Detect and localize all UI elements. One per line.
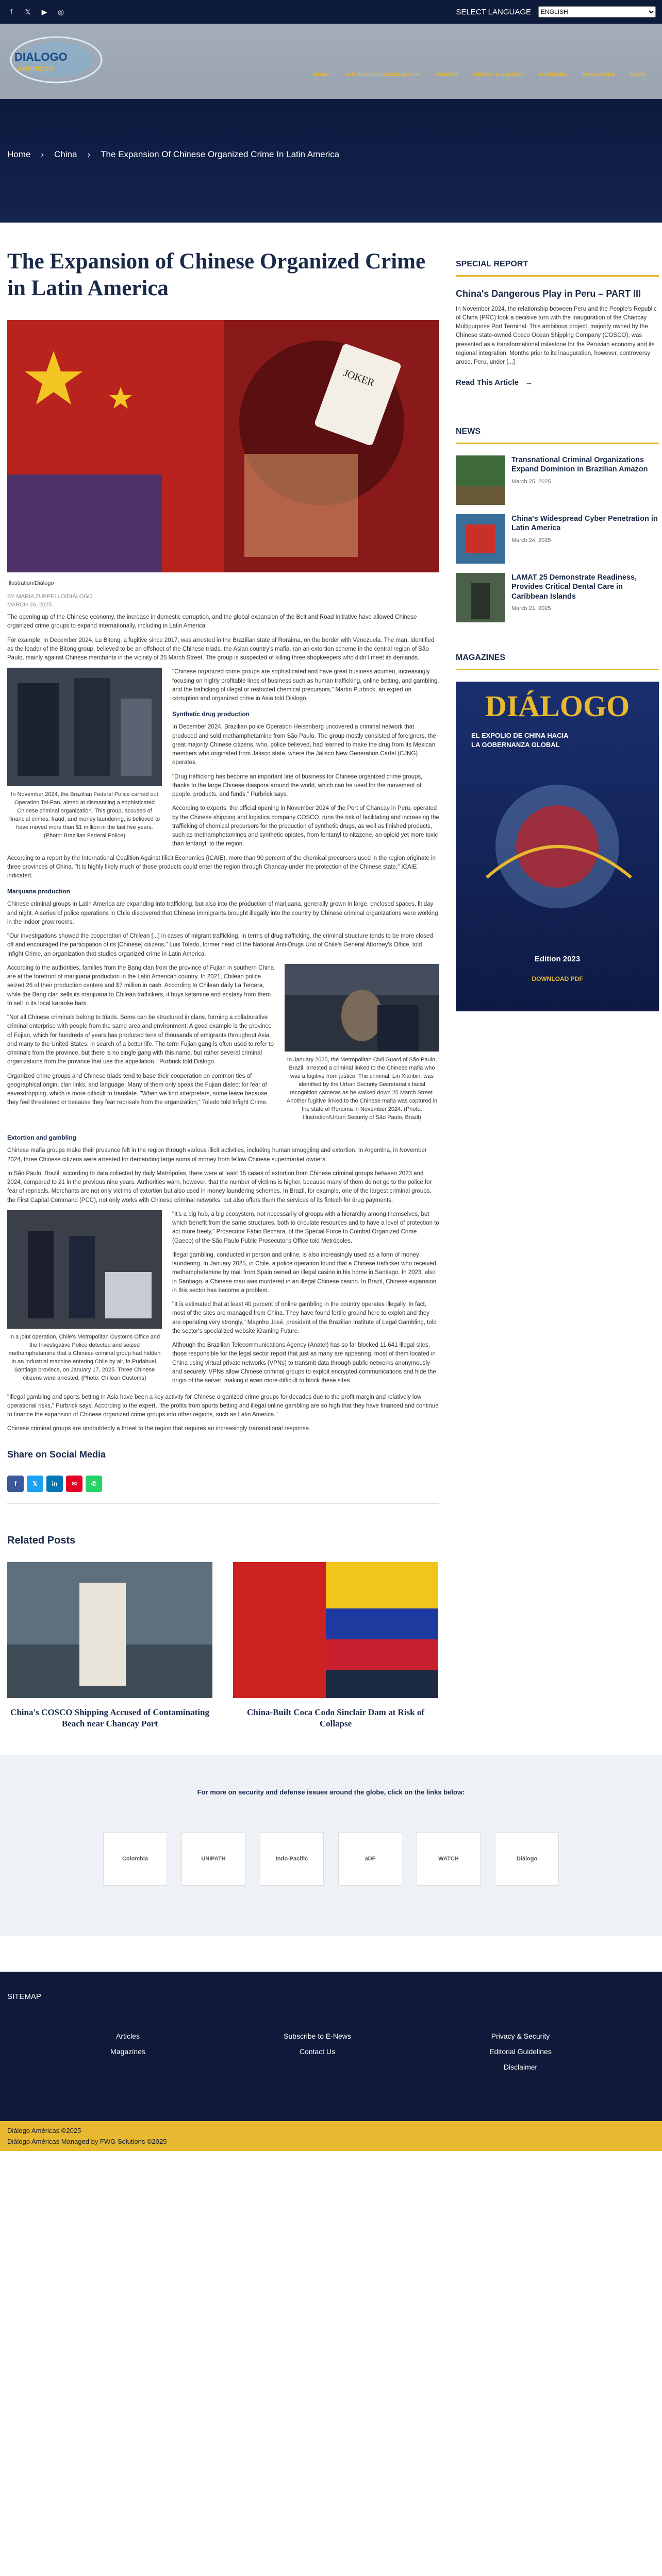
news-date: March 25, 2025 xyxy=(511,478,551,485)
social-links xyxy=(6,8,66,16)
magazine-subtitle: EL EXPOLIO DE CHINA HACIA LA GOBERNANZA GLOBAL xyxy=(471,732,569,749)
related-card[interactable] xyxy=(233,1562,438,1730)
footer-link[interactable]: Disclaimer xyxy=(503,2062,538,2071)
paragraph: According to experts, the official opening in November 2024 of the Port of Chancay in Peru, operated by the Chinese shipping and logistics company COSCO, runs the risk of facilitating and increasing the trafficking of chemical precursors for the production of synthetic drugs, as well as finished products, such as methamphetamines and synthetic opiates, from fentanyl to nitazene, an opioid yet more toxic than fentanyl, to the region. xyxy=(172,805,439,848)
sidebar xyxy=(456,223,659,1730)
figure-arrest xyxy=(285,964,439,1122)
share-facebook-icon[interactable]: f xyxy=(7,1476,24,1492)
breadcrumb-section[interactable]: China xyxy=(54,149,77,159)
special-report-label: SPECIAL REPORT xyxy=(456,260,528,268)
language-selector xyxy=(456,6,656,18)
partner-logo[interactable]: Indo-Pacific xyxy=(260,1832,324,1886)
paragraph: According to the authorities, families from the Bang clan from the province of Fujian in southern China are at the forefront of marijuana production in the Latin American country. In 2021, Chilean police seized 26 of their production centers and $7 million in cash. According to Chilean daily La Tercera, while the Bang clan sells its marijuana to Chilean traffickers, it buys ketamine and ecstasy from them to sell in its local karaoke bars. xyxy=(7,964,274,1007)
related-post-title[interactable]: China's COSCO Shipping Accused of Contaminating Beach near Chancay Port xyxy=(10,1707,209,1728)
logo-text: DIALOGO xyxy=(14,50,68,63)
nav-authoritarianism[interactable]: AUTHORITARIANISM WATCH xyxy=(345,72,421,78)
language-dropdown[interactable] xyxy=(538,6,656,18)
read-article-label: Read This Article xyxy=(456,378,519,387)
related-card[interactable] xyxy=(7,1562,212,1730)
paragraph: "Illegal gambling and sports betting in Asia have been a key activity for Chinese organized crime groups for decades due to the profit margin and relatively low operational risks," Purbrick says. According to the expert, "the profits from sports betting and illegal online gambling are so high that they have financed and continue to finance the expansion of Chinese organized crime groups into other regions, such as Latin America." xyxy=(7,1394,439,1418)
nav-more[interactable]: MORE xyxy=(630,72,647,78)
main-nav xyxy=(314,72,647,78)
footer-link[interactable]: Contact Us xyxy=(299,2047,336,2056)
download-pdf-link[interactable]: DOWNLOAD PDF xyxy=(532,975,583,983)
chevron-right-icon: › xyxy=(87,149,91,159)
paragraph: According to a report by the International Coalition Against Illicit Economies (ICAIE), more than 90 percent of the chemical precursors used in the region originate in three provinces of China. "It is highly likely much of those products could enter the region through Chancay under the protection of the Chinese state," ICAIE indicated. xyxy=(7,855,436,879)
nav-home[interactable]: HOME xyxy=(313,72,330,78)
magazine-title: DIÁLOGO xyxy=(485,689,630,723)
image-caption: Illustration/Diálogo xyxy=(7,580,54,587)
paragraph: Chinese mafia groups make their presence felt in the region through various illicit activities, including human smuggling and extortion. In Argentina, in November 2024, three Chinese citizens were arrested for demanding large sums of money from fellow Chinese supermarket owners. xyxy=(7,1147,427,1163)
related-post-title[interactable]: China-Built Coca Codo Sinclair Dam at Risk of Collapse xyxy=(247,1707,424,1728)
news-label: NEWS xyxy=(456,427,481,436)
nav-forces[interactable]: FORCES xyxy=(436,72,459,78)
copyright-bar xyxy=(0,2121,662,2151)
figure-caption: In a joint operation, Chile's Metropolitan Customs Office and the Investigative Police detected and seized methamphetamine that a Chinese criminal group had hidden in an industrial machine entering Chile by air, in Pudahuel, Santiago province, on January 17, 2025. Three Chinese citizens were arrested. (Photo: Chilean Customs) xyxy=(8,1333,161,1381)
figure-image xyxy=(285,964,439,1052)
share-title: Share on Social Media xyxy=(7,1449,106,1460)
magazine-art xyxy=(466,774,649,929)
news-title[interactable]: LAMAT 25 Demonstrate Readiness, Provides Critical Dental Care in Caribbean Islands xyxy=(511,573,637,601)
facebook-icon[interactable]: f xyxy=(10,7,12,16)
related-posts xyxy=(7,1535,439,1730)
section-heading: Extortion and gambling xyxy=(7,1134,76,1142)
paragraph: Organized crime groups and Chinese triads tend to base their cooperation on common ties of geographical origin, clan links, and language. Many of them only speak the Fujian dialect for fear of eavesdropping, which is more difficult to translate. "When we find interpreters, some leave because they feel threatened or because they fear reprisals from the organization," Toledo told Infight Crime. xyxy=(7,1073,268,1106)
site-header xyxy=(0,24,662,99)
special-report-title[interactable]: China's Dangerous Play in Peru – PART III xyxy=(456,289,641,299)
related-title: Related Posts xyxy=(7,1534,76,1546)
paragraph: Illegal gambling, conducted in person and online, is also increasingly used as a form of money laundering. In January 2025, in Chile, a police operation found that a Chinese trafficker who received methamphetamine by mail from Spain owned an illegal casino in his home in Santiago. In 2023, also in Santiago, a Chinese man was murdered in an illegal Chinese casino. In Brazil, Chinese expansion in this sector has become a problem. xyxy=(172,1251,437,1294)
paragraph: "It is estimated that at least 40 percent of online gambling in the country operates illegally. In fact, most of the sites are managed from China. They have found fertile ground here to exploit and they are operating very strongly," Magnho José, president of the Brazilian Institute of Legal Gambling, told the sector's specialized website iGaming Future. xyxy=(172,1301,437,1334)
paragraph: "Chinese organized crime groups are sophisticated and have great business acumen, increasingly focusing on highly profitable lines of business such as human trafficking, online betting, and gambling, and the trafficking of illegal or restricted chemical precursors," Martin Purbrick, an expert on corruption and organized crime in Asia told Diálogo. xyxy=(172,669,439,702)
partner-logo[interactable]: Colombia xyxy=(103,1832,167,1886)
news-item[interactable] xyxy=(456,573,659,622)
paragraph: Chinese criminal groups are undoubtedly a threat to the region that requires an increasingly transnational response. xyxy=(7,1426,311,1432)
copyright-text: Diálogo Américas ©2025 xyxy=(7,2126,81,2134)
partner-logo[interactable]: UNIPATH xyxy=(181,1832,245,1886)
related-image xyxy=(233,1562,438,1698)
share-whatsapp-icon[interactable]: ✆ xyxy=(86,1476,102,1492)
managed-by-text: Diálogo Américas Managed by FWG Solutions ©2025 xyxy=(7,2137,167,2145)
site-footer xyxy=(0,1972,662,2121)
breadcrumb-current: The Expansion Of Chinese Organized Crime In Latin America xyxy=(101,149,340,159)
site-logo[interactable] xyxy=(7,34,105,86)
footer-link[interactable]: Editorial Guidelines xyxy=(489,2047,552,2056)
news-date: March 24, 2025 xyxy=(511,537,551,544)
figure-customs xyxy=(7,1210,162,1383)
paragraph: "Our investigations showed the cooperation of Chilean [...] in cases of migrant trafficking. In terms of drug trafficking, the criminal structure tends to be more closed off and encouraged the participation of its [Chinese] citizens," Luis Toledo, former head of the National Anti-Drugs Unit of Chile's General Attorney's Office, told Infight Crime, an organization that studies organized crime in Latin America. xyxy=(7,933,433,957)
paragraph: "Not all Chinese criminals belong to triads. Some can be structured in clans, forming a collaborative criminal enterprise with people from the same area and environment. A good example is the province of Fujian, which for hundreds of years has produced tens of thousands of emigrants throughout Asia, and many to the United States, in search of a better life. The term Fujian gang is often used to refer to criminals from the province, but there is no single gang with this name, but rather several criminal organizations from the province that use this appellation," Purbrick told Diálogo. xyxy=(7,1014,274,1065)
breadcrumb-home[interactable]: Home xyxy=(7,149,31,159)
nav-academia[interactable]: ACADEMIA xyxy=(538,72,568,78)
select-language-label: SELECT LANGUAGE xyxy=(456,7,531,16)
magazine-edition: Edition 2023 xyxy=(534,955,581,964)
youtube-icon[interactable]: ▶ xyxy=(41,7,47,16)
section-heading: Marijuana production xyxy=(7,888,71,895)
partner-logo[interactable]: aDF xyxy=(338,1832,402,1886)
svg-text:JOKER: JOKER xyxy=(342,367,376,389)
partner-links xyxy=(0,1755,662,1936)
nav-magazines[interactable]: MAGAZINES xyxy=(583,72,615,78)
top-bar xyxy=(0,0,662,24)
paragraph: In São Paulo, Brazil, according to data collected by daily Metrópoles, there were at least 15 cases of extortion from Chinese criminal groups between 2023 and 2024, compared to 21 in the previous nine years. Authorities warn, however, that the number of victims is higher, because many of them do not go to the police for fear of reprisals. Merchants are not only victims of extortion but also used in money laundering schemes. In Brazil, for example, one of the largest criminal groups, the First Capital Command (PCC), not only works with Chinese criminal networks, but also offers them the services of its fintech for drug payments. xyxy=(7,1170,432,1204)
share-linkedin-icon[interactable]: in xyxy=(46,1476,63,1492)
paragraph: "It's a big hub, a big ecosystem, not necessarily of groups with a hierarchy among themselves, but which benefit from the same structures, both to circulate resources and to have a level of protection to act more freely," Prosecutor Fábio Bechara, of the Special Force to Combat Organized Crime (Gaeco) of the São Paulo Public Prosecutor's Office told Metrópoles. xyxy=(172,1211,439,1244)
news-item[interactable] xyxy=(456,514,659,564)
special-report-text: In November 2024, the relationship between Peru and the People's Republic of China (PRC) took a decisive turn with the inauguration of the Chancay Multipurpose Port Terminal. This ambitious project, majority owned by the Chinese state-owned Cosco Ocean Shipping Company (COSCO), was presented as a transformational milestone for the Peruvian economy and its regional integration. Months prior to its inauguration, however, controversy arose. Peru, under [...] xyxy=(456,306,657,365)
figure-image xyxy=(7,668,162,786)
section-heading: Synthetic drug production xyxy=(172,710,250,718)
partner-logo[interactable]: Diálogo xyxy=(495,1832,559,1886)
share-email-icon[interactable]: ✉ xyxy=(66,1476,82,1492)
news-title[interactable]: Transnational Criminal Organizations Expand Dominion in Brazilian Amazon xyxy=(511,456,648,474)
breadcrumb xyxy=(7,149,339,160)
logo-subtext: AMERICAS xyxy=(18,65,54,73)
paragraph: "Drug trafficking has become an important line of business for Chinese organized crime groups, thanks to the large Chinese diaspora around the world, which can be used for the movement of people, products, and funds," Purbrick says. xyxy=(172,773,423,798)
figure-image xyxy=(7,1210,162,1329)
paragraph: For example, in December 2024, Lu Bitong, a fugitive since 2017, was arrested in the Brazilian state of Roraima, on the border with Venezuela. The man, identified as the leader of the Bitong group, believed to be an offshoot of the Chinese triads, the Asian country's mafia, ran an extortion scheme in the central region of São Paulo, mainly against Chinese merchants in the vicinity of 25 March Street. The group is suspected of killing three shopkeepers who didn't meet its demands. xyxy=(7,637,435,662)
page-hero xyxy=(0,99,662,223)
related-image xyxy=(7,1562,212,1698)
paragraph: Although the Brazilian Telecommunications Agency (Anatel) has so far blocked 11,641 illegal sites, those responsible for the legal sector report that just as many are appearing, most of them located in China using virtual private networks (VPNs) to transmit data through public networks anonymously and securely. VPNs allow Chinese criminal groups to exploit encrypted communications and hide the origin of the server, making it even more difficult to block these sites. xyxy=(172,1342,436,1384)
chevron-right-icon: › xyxy=(41,149,44,159)
footer-link[interactable]: Articles xyxy=(116,2031,140,2040)
paragraph: In December 2024, Brazilian police Operation Heisenberg uncovered a criminal network that produced and sold methamphetamine from São Paulo. The group mostly consisted of foreigners, the great majority Chinese citizens, who, police believed, had learned to make the drug from its Mexican members who originated from Jalisco state, where the Jalisco New Generation Cartel (CJNG) operates. xyxy=(172,724,436,766)
news-date: March 21, 2025 xyxy=(511,605,551,612)
paragraph: Chinese criminal groups in Latin America are expanding into trafficking, but also into the production of marijuana, generally grown in large, enclosed spaces, lit day and night. A series of police operations in Chile discovered that Chinese immigrants brought illegally into the country by Chinese criminal organizations were working in the indoor grow rooms. xyxy=(7,901,438,925)
read-article-link[interactable] xyxy=(456,378,659,387)
news-thumb xyxy=(456,514,505,564)
figure-caption: In November 2024, the Brazilian Federal Police carried out Operation Tai-Pan, aimed at dismantling a sophisticated Chinese criminal organization. This group, accused of financial crimes, fraud, and money laundering, is believed to have moved more than $1 million in the last five years. (Photo: Brazilian Federal Police) xyxy=(9,791,160,839)
publish-date: MARCH 26, 2025 xyxy=(7,602,52,608)
footer-link[interactable]: Magazines xyxy=(110,2047,145,2056)
page-title: The Expansion of Chinese Organized Crime in Latin America xyxy=(7,249,426,300)
figure-tai-pan xyxy=(7,668,162,840)
twitter-icon[interactable]: 𝕏 xyxy=(25,7,31,16)
footer-link[interactable]: Privacy & Security xyxy=(491,2031,550,2040)
news-thumb xyxy=(456,573,505,622)
figure-caption: In January 2025, the Metropolitan Civil Guard of São Paulo, Brazil, arrested a criminal linked to the Chinese mafia who was a fugitive from justice. The criminal, Lin Xianbin, was identified by the Urban Security Secretariat's facial recognition cameras as he walked down 25 March Street. Another fugitive linked to the Chinese mafia was captured in the state of Roraima in November 2024. (Photo: Illustration/Urban Security of São Paulo, Brazil) xyxy=(286,1056,438,1121)
news-thumb xyxy=(456,455,505,505)
arrow-right-icon: → xyxy=(521,378,533,387)
share-section xyxy=(7,1449,439,1504)
partner-title: For more on security and defense issues around the globe, click on the links below: xyxy=(197,1788,465,1796)
news-title[interactable]: China's Widespread Cyber Penetration in Latin America xyxy=(511,515,658,533)
instagram-icon[interactable]: ◎ xyxy=(57,7,64,16)
paragraph: The opening up of the Chinese economy, the increase in domestic corruption, and the global expansion of the Belt and Road Initiative have allowed Chinese organized crime groups to expand internationally, including in Latin America. xyxy=(7,614,417,630)
share-twitter-icon[interactable]: 𝕏 xyxy=(27,1476,43,1492)
magazine-cover[interactable] xyxy=(456,682,659,1011)
byline[interactable]: BY MARIA ZUPPELLO/DIÁLOGO xyxy=(7,594,93,600)
sitemap-heading: SITEMAP xyxy=(7,1992,41,2001)
footer-link[interactable]: Subscribe to E-News xyxy=(284,2031,351,2040)
article xyxy=(7,223,439,1730)
partner-logo[interactable]: WATCH xyxy=(417,1832,481,1886)
featured-image xyxy=(7,320,439,572)
news-item[interactable] xyxy=(456,455,659,505)
magazines-label: MAGAZINES xyxy=(456,653,505,663)
nav-united-alliance[interactable]: UNITED ALLIANCE xyxy=(474,72,523,78)
